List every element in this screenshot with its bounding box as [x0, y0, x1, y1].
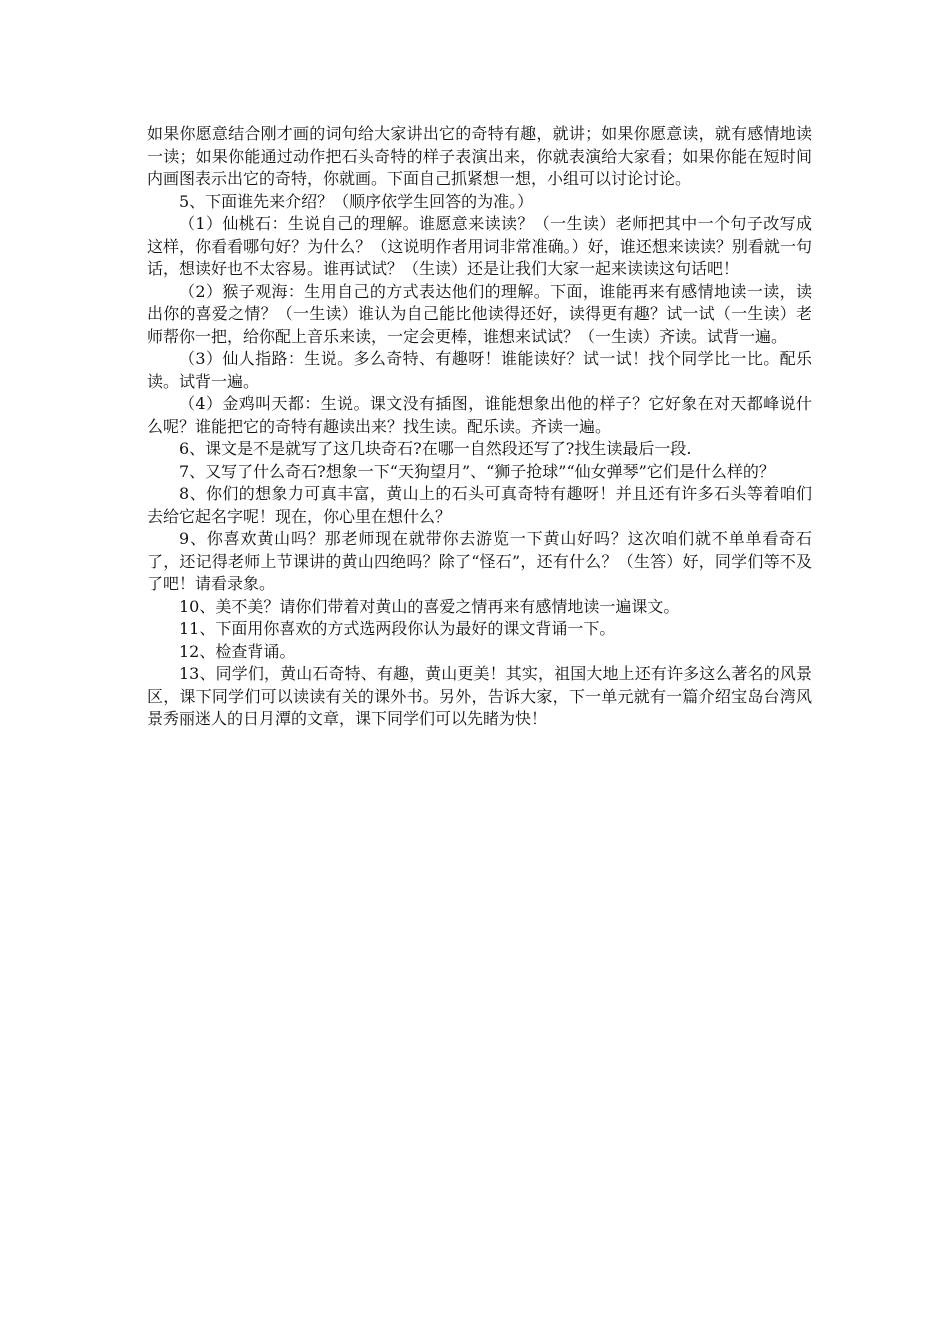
paragraph-7: 6、课文是不是就写了这几块奇石?在哪一自然段还写了?找生读最后一段.: [179, 439, 692, 458]
paragraph-13: 12、检查背诵。: [179, 641, 296, 661]
paragraph-8: 7、又写了什么奇石?想象一下“天狗望月”、“狮子抢球”“仙女弹琴”它们是什么样的？: [179, 461, 775, 481]
paragraph-5: （3）仙人指路：生说。多么奇特、有趣呀！谁能读好？试一试！找个同学比一比。配乐读。试背一遍。: [147, 349, 812, 391]
paragraph-4: （2）猴子观海：生用自己的方式表达他们的理解。下面，谁能再来有感情地读一读，读出你的喜爱之情？（一生读）谁认为自己能比他读得还好，读得更有趣？试一试（一生读）老师帮你一把，给你配上音乐来读，一定会更棒，谁想来试试？（一生读）齐读。试背一遍。: [147, 281, 812, 346]
paragraph-14: 13、同学们，黄山石奇特、有趣，黄山更美！其实，祖国大地上还有许多这么著名的风景区，课下同学们可以读读有关的课外书。另外，告诉大家，下一单元就有一篇介绍宝岛台湾风景秀丽迷人的日月潭的文章，课下同学们可以先睹为快！: [147, 664, 812, 728]
paragraph-1: 如果你愿意结合刚才画的词句给大家讲出它的奇特有趣，就讲；如果你愿意读，就有感情地读一读；如果你能通过动作把石头奇特的样子表演出来，你就表演给大家看；如果你能在短时间内画图表示出它的奇特，你就画。下面自己抓紧想一想，小组可以讨论讨论。: [147, 124, 812, 188]
paragraph-10: 9、你喜欢黄山吗？那老师现在就带你去游览一下黄山好吗？这次咱们就不单单看奇石了，还记得老师上节课讲的黄山四绝吗？除了“怪石”，还有什么？（生答）好，同学们等不及了吧！请看录象。: [147, 529, 812, 593]
paragraph-11: 10、美不美？请你们带着对黄山的喜爱之情再来有感情地读一遍课文。: [179, 596, 680, 616]
paragraph-2: 5、下面谁先来介绍？（顺序依学生回答的为准。）: [179, 191, 534, 211]
paragraph-9: 8、你们的想象力可真丰富，黄山上的石头可真奇特有趣呀！并且还有许多石头等着咱们去给它起名字呢！现在，你心里在想什么？: [147, 484, 812, 526]
paragraph-12: 11、下面用你喜欢的方式选两段你认为最好的课文背诵一下。: [179, 619, 616, 638]
paragraph-3: （1）仙桃石：生说自己的理解。谁愿意来读读？（一生读）老师把其中一个句子改写成这样，你看看哪句好？为什么？（这说明作者用词非常准确。）好，谁还想来读读？别看就一句话，想读好也不太容易。谁再试试？（生读）还是让我们大家一起来读读这句话吧！: [147, 214, 812, 278]
paragraph-6: （4）金鸡叫天都：生说。课文没有插图，谁能想象出他的样子？它好象在对天都峰说什么呢？谁能把它的奇特有趣读出来？找生读。配乐读。齐读一遍。: [147, 394, 812, 436]
document-page: [147, 123, 812, 731]
